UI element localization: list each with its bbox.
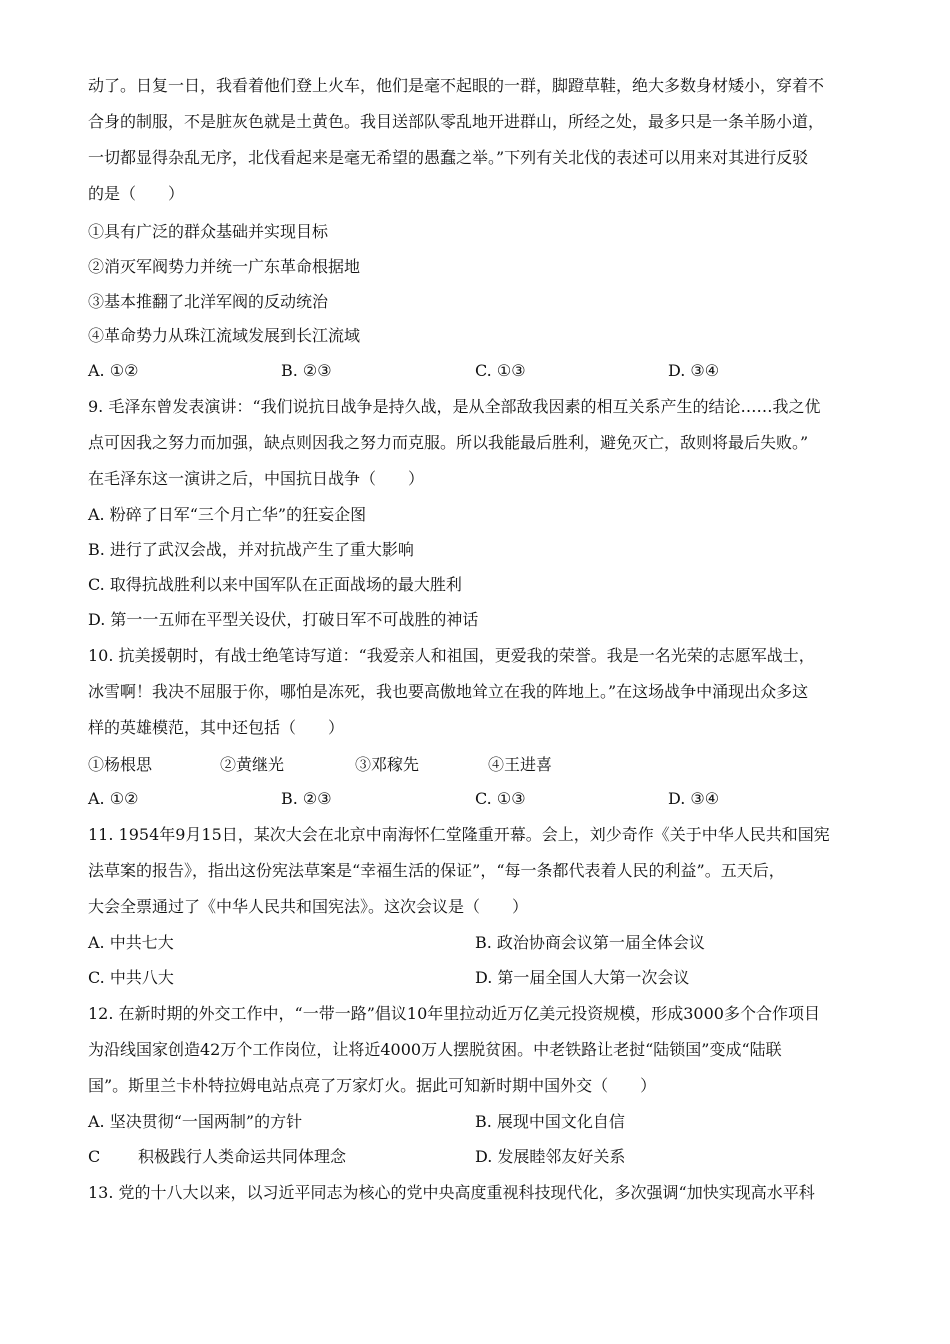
q12-option-b[interactable]: B. 展现中国文化自信 [475, 1112, 625, 1131]
q8-stem-line: 合身的制服，不是脏灰色就是土黄色。我目送部队零乱地开进群山，所经之处，最多只是一条羊肠小道， [88, 112, 825, 131]
q9-option-c[interactable]: C. 取得抗战胜利以来中国军队在正面战场的最大胜利 [88, 575, 462, 594]
q10-stem-line: 冰雪啊！我决不屈服于你，哪怕是冻死，我也要高傲地耸立在我的阵地上。”在这场战争中涌现出众多这 [88, 682, 809, 701]
q8-option-c[interactable]: C. ①③ [475, 361, 526, 380]
q9-option-b[interactable]: B. 进行了武汉会战，并对抗战产生了重大影响 [88, 540, 414, 559]
q12-stem-line: 国”。斯里兰卡朴特拉姆电站点亮了万家灯火。据此可知新时期中国外交（ ） [88, 1076, 657, 1095]
q10-option-b[interactable]: B. ②③ [281, 789, 332, 808]
q10-statement: ③邓稼先 [355, 755, 420, 774]
q11-stem-line: 法草案的报告》，指出这份宪法草案是“幸福生活的保证”，“每一条都代表着人民的利益”。五天后， [88, 861, 785, 880]
q9-stem-line: 在毛泽东这一演讲之后，中国抗日战争（ ） [88, 469, 425, 488]
q9-option-a[interactable]: A. 粉碎了日军“三个月亡华”的狂妄企图 [88, 505, 367, 524]
q12-stem-line: 12. 在新时期的外交工作中，“一带一路”倡议10年里拉动近万亿美元投资规模，形成3000多个合作项目 [88, 1004, 820, 1023]
q10-option-d[interactable]: D. ③④ [668, 789, 720, 808]
q8-option-a[interactable]: A. ①② [88, 361, 139, 380]
q9-option-d[interactable]: D. 第一一五师在平型关设伏，打破日军不可战胜的神话 [88, 610, 479, 629]
q8-statement: ④革命势力从珠江流域发展到长江流域 [88, 326, 361, 345]
q12-option-c-letter[interactable]: C [88, 1147, 101, 1166]
q11-stem-line: 大会全票通过了《中华人民共和国宪法》。这次会议是（ ） [88, 897, 529, 916]
q12-option-a[interactable]: A. 坚决贯彻“一国两制”的方针 [88, 1112, 303, 1131]
q10-option-c[interactable]: C. ①③ [475, 789, 526, 808]
q8-stem-line: 动了。日复一日，我看着他们登上火车，他们是毫不起眼的一群，脚蹬草鞋，绝大多数身材矮小，穿着不 [88, 76, 825, 95]
q12-option-c[interactable]: 积极践行人类命运共同体理念 [138, 1147, 347, 1166]
q8-statement: ②消灭军阀势力并统一广东革命根据地 [88, 257, 361, 276]
q12-stem-line: 为沿线国家创造42万个工作岗位，让将近4000万人摆脱贫困。中老铁路让老挝“陆锁国”变成“陆联 [88, 1040, 782, 1059]
q10-statement: ①杨根思 [88, 755, 153, 774]
q10-stem-line: 10. 抗美援朝时，有战士绝笔诗写道：“我爱亲人和祖国，更爱我的荣誉。我是一名光荣的志愿军战士， [88, 646, 815, 665]
q8-stem-line: 的是（ ） [88, 184, 185, 203]
q8-statement: ③基本推翻了北洋军阀的反动统治 [88, 292, 329, 311]
q12-option-d[interactable]: D. 发展睦邻友好关系 [475, 1147, 626, 1166]
q11-option-a[interactable]: A. 中共七大 [88, 933, 174, 952]
q13-stem-line: 13. 党的十八大以来，以习近平同志为核心的党中央高度重视科技现代化，多次强调“加快实现高水平科 [88, 1183, 815, 1202]
q8-stem-line: 一切都显得杂乱无序，北伐看起来是毫无希望的愚蠢之举。”下列有关北伐的表述可以用来对其进行反驳 [88, 148, 809, 167]
q10-option-a[interactable]: A. ①② [88, 789, 139, 808]
q11-stem-line: 11. 1954年9月15日，某次大会在北京中南海怀仁堂隆重开幕。会上，刘少奇作《关于中华人民共和国宪 [88, 825, 830, 844]
q8-statement: ①具有广泛的群众基础并实现目标 [88, 222, 329, 241]
q11-option-c[interactable]: C. 中共八大 [88, 968, 174, 987]
q8-option-d[interactable]: D. ③④ [668, 361, 720, 380]
q9-stem-line: 9. 毛泽东曾发表演讲：“我们说抗日战争是持久战，是从全部敌我因素的相互关系产生的结论……我之优 [88, 397, 821, 416]
q10-statement: ②黄继光 [220, 755, 285, 774]
q11-option-d[interactable]: D. 第一届全国人大第一次会议 [475, 968, 690, 987]
q9-stem-line: 点可因我之努力而加强，缺点则因我之努力而克服。所以我能最后胜利，避免灭亡，敌则将最后失败。” [88, 433, 809, 452]
q10-statement: ④王进喜 [488, 755, 553, 774]
q11-option-b[interactable]: B. 政治协商会议第一届全体会议 [475, 933, 705, 952]
q10-stem-line: 样的英雄模范，其中还包括（ ） [88, 718, 345, 737]
q8-option-b[interactable]: B. ②③ [281, 361, 332, 380]
